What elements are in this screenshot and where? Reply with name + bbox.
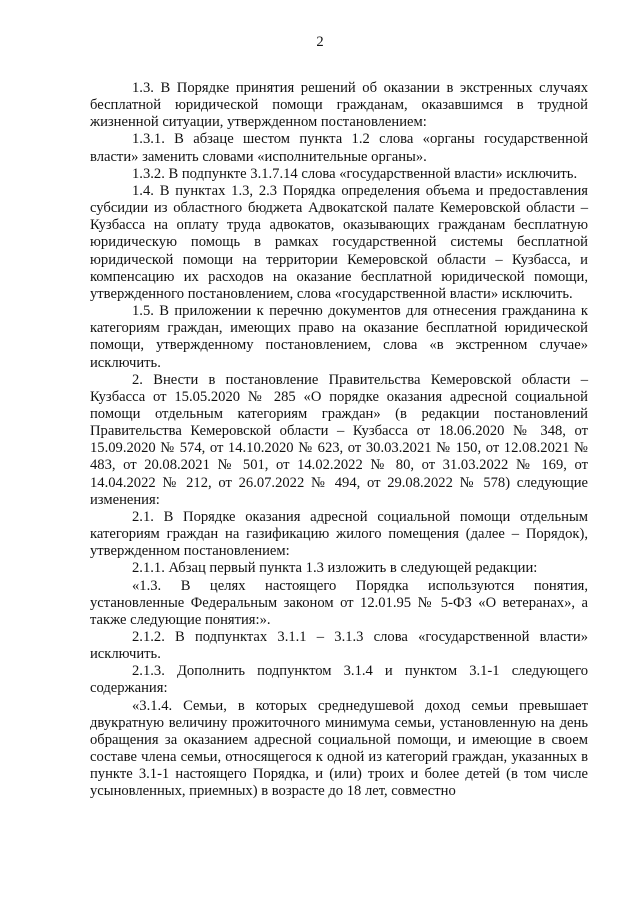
page-number: 2 xyxy=(316,34,324,50)
paragraph-2-1-1: 2.1.1. Абзац первый пункта 1.3 изложить в следующей редакции: xyxy=(132,560,538,577)
paragraph-2-1: 2.1. В Порядке оказания адресной социальной помощи отдельным категориям граждан на газификацию жилого помещения (далее – Порядок), утвержденном постановлением: xyxy=(90,508,588,560)
paragraph-quote-3-1-4: «3.1.4. Семьи, в которых среднедушевой доход семьи превышает двукратную величину прожиточного минимума семьи, установленную на день обращения за оказанием адресной социальной помощи, и имеющие в своем составе члена семьи, относящегося к одной из категорий граждан, указанных в пункте 3.1-1 настоящего Порядка, и (или) троих и более детей (в том числе усыновленных, приемных) в возрасте до 18 лет, совместно xyxy=(90,697,588,800)
paragraph-1-3-2: 1.3.2. В подпункте 3.1.7.14 слова «государственной власти» исключить. xyxy=(132,165,578,182)
paragraph-1-5: 1.5. В приложении к перечню документов для отнесения гражданина к категориям граждан, имеющих право на оказание бесплатной юридической помощи, утвержденному постановлением, слова «в экстренном случае» исключить. xyxy=(90,303,588,371)
paragraph-1-3: 1.3. В Порядке принятия решений об оказании в экстренных случаях бесплатной юридической помощи гражданам, оказавшимся в трудной жизненной ситуации, утвержденном постановлением: xyxy=(90,80,588,131)
paragraph-2-1-3: 2.1.3. Дополнить подпунктом 3.1.4 и пунктом 3.1-1 следующего содержания: xyxy=(90,663,588,697)
paragraph-2-1-2: 2.1.2. В подпунктах 3.1.1 – 3.1.3 слова «государственной власти» исключить. xyxy=(90,629,588,663)
paragraph-1-3-1: 1.3.1. В абзаце шестом пункта 1.2 слова «органы государственной власти» заменить словами «исполнительные органы». xyxy=(90,131,588,165)
paragraph-quote-1-3: «1.3. В целях настоящего Порядка используются понятия, установленные Федеральным законом от 12.01.95 № 5-ФЗ «О ветеранах», а также следующие понятия:». xyxy=(90,577,588,628)
paragraph-2: 2. Внести в постановление Правительства Кемеровской области – Кузбасса от 15.05.2020 № 285 «О порядке оказания адресной социальной помощи отдельным категориям граждан» (в редакции постановлений Правительства Кемеровской области – Кузбасса от 18.06.2020 № 348, от 15.09.2020 № 574, от 14.10.2020 № 623, от 30.03.2021 № 150, от 12.08.2021 № 483, от 20.08.2021 № 501, от 14.02.2022 № 80, от 31.03.2022 № 169, от 14.04.2022 № 212, от 26.07.2022 № 494, от 29.08.2022 № 578) следующие изменения: xyxy=(90,371,588,508)
paragraph-1-4: 1.4. В пунктах 1.3, 2.3 Порядка определения объема и предоставления субсидии из областного бюджета Адвокатской палате Кемеровской области – Кузбасса на оплату труда адвокатов, оказывающих гражданам бесплатную юридическую помощь в рамках государственной системы бесплатной юридической помощи на территории Кемеровской области – Кузбасса, и компенсацию их расходов на оказание бесплатной юридической помощи, утвержденного постановлением, слова «государственной власти» исключить. xyxy=(90,182,588,302)
document-body xyxy=(90,80,588,801)
